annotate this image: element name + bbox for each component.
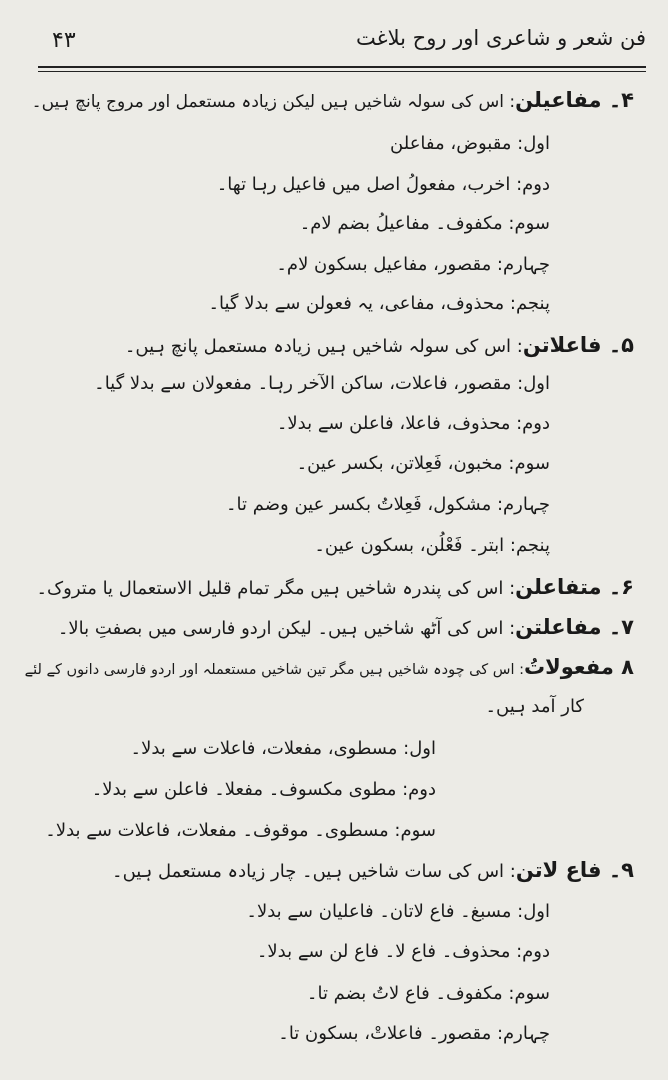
heading-text: : اس کی سولہ شاخیں ہیں لیکن زیادہ مستعمل اور مروج پانچ ہیں۔ [31,92,516,112]
meter-name: ۷۔ مفاعلتن [515,615,634,639]
meter-name: ۸ مفعولاتُ [523,655,634,679]
text-line: چہارم: مشکول، فَعِلاتُ بکسر عین وضم تا۔ [226,494,550,515]
text-line: دوم: محذوف، فاعلا، فاعلن سے بدلا۔ [276,413,550,434]
text-line: اول: مسطوی، مفعلات، فاعلات سے بدلا۔ [130,738,436,759]
text-line: دوم: محذوف۔ فاع لا۔ فاع لن سے بدلا۔ [256,941,550,962]
text-line: اول: مقبوض، مفاعلن [390,133,550,154]
header-rule-thin [38,71,646,72]
text-line: دوم: مطوی مکسوف۔ مفعلا۔ فاعلن سے بدلا۔ [91,779,436,800]
meter-name: ۴۔ مفاعیلن [515,88,634,112]
text-line: سوم: مکفوف۔ فاع لاتُ بضم تا۔ [306,983,550,1004]
text-line: اول: مقصور، فاعلات، ساکن الآخر رہا۔ مفعولان سے بدلا گیا۔ [94,373,550,394]
section-heading [25,655,634,680]
meter-name: ۶۔ متفاعلن [515,575,634,599]
section-heading [32,88,634,113]
meter-name: ۵۔ فاعلاتن [522,333,634,357]
running-header-title: فن شعر و شاعری اور روح بلاغت [355,26,646,50]
meter-name: ۹۔ فاع لاتن [515,858,634,882]
section-heading [58,615,634,640]
header-rule [38,66,646,68]
section-heading [125,333,634,358]
page-number: ۴۳ [52,28,76,53]
text-line: پنجم: ابتر۔ فَعْلُن، بسکون عین۔ [314,535,550,556]
heading-text: : اس کی پندرہ شاخیں ہیں مگر تمام قلیل الاستعمال یا متروک۔ [36,578,516,599]
section-heading [37,575,635,600]
text-line: پنجم: محذوف، مفاعی، یہ فعولن سے بدلا گیا۔ [208,293,550,314]
text-line: سوم: مخبون، فَعِلاتن، بکسر عین۔ [296,453,550,474]
heading-text: : اس کی سات شاخیں ہیں۔ چار زیادہ مستعمل ہیں۔ [112,861,516,882]
section-heading [112,858,634,883]
text-line: سوم: مکفوف۔ مفاعیلُ بضم لام۔ [299,213,550,234]
text-line: چہارم: مقصور۔ فاعلاتْ، بسکون تا۔ [278,1023,550,1044]
text-line: اول: مسبغ۔ فاع لاتان۔ فاعلیان سے بدلا۔ [246,901,550,922]
text-line: کار آمد ہیں۔ [485,696,584,717]
text-line: چہارم: مقصور، مفاعیل بسکون لام۔ [276,254,550,275]
text-line: سوم: مسطوی۔ موقوف۔ مفعلات، فاعلات سے بدلا۔ [45,820,436,841]
heading-text: : اس کی آٹھ شاخیں ہیں۔ لیکن اردو فارسی میں بصفتِ بالا۔ [57,618,516,639]
heading-text: : اس کی چودہ شاخیں ہیں مگر تین شاخیں مستعملہ اور اردو فارسی دانوں کے لئے [24,662,524,678]
heading-text: : اس کی سولہ شاخیں ہیں زیادہ مستعمل پانچ ہیں۔ [124,336,523,357]
text-line: دوم: اخرب، مفعولُ اصل میں فاعیل رہا تھا۔ [216,174,550,195]
